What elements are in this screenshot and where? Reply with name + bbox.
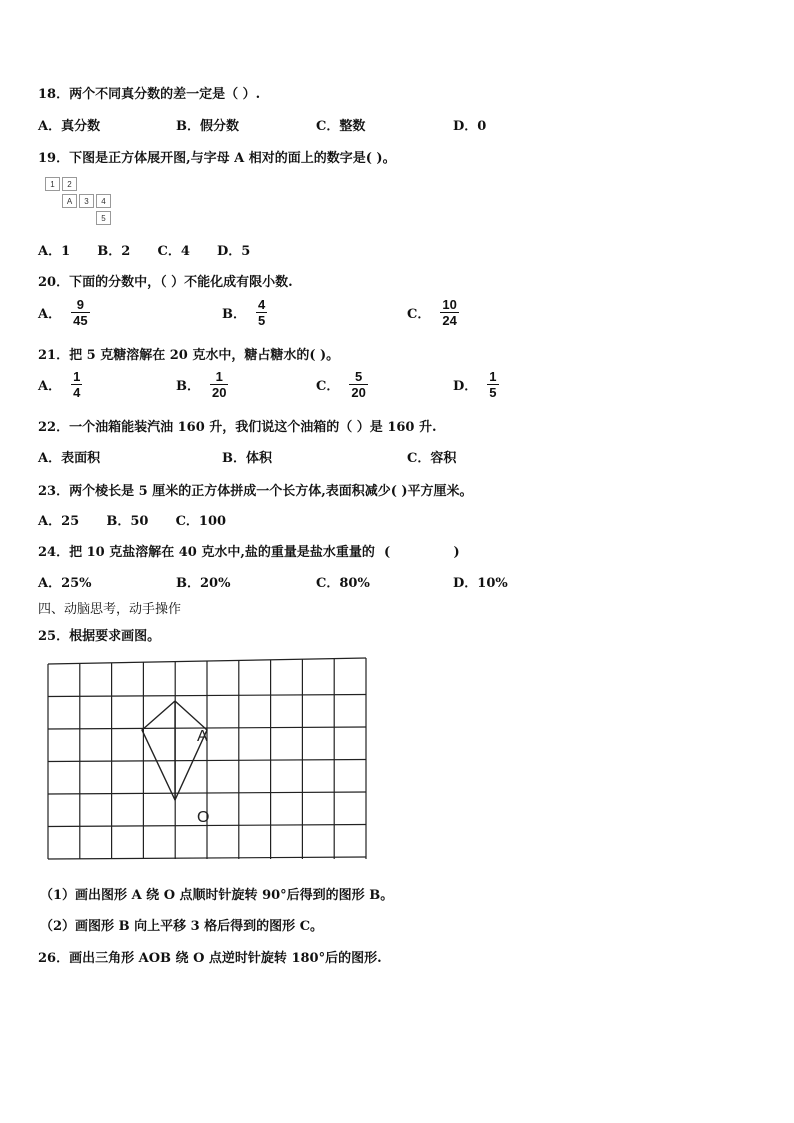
q18-stem: 18．两个不同真分数的差一定是（ ）. — [38, 87, 261, 102]
option-label: B． — [176, 379, 200, 394]
option-label: A． — [38, 379, 62, 394]
q19-stem: 19．下图是正方体展开图,与字母 A 相对的面上的数字是( )。 — [38, 151, 396, 166]
q22-option-c: C．容积 — [407, 451, 457, 466]
net-cell: 2 — [62, 177, 77, 191]
section-heading: 四、动脑思考，动手操作 — [38, 602, 182, 617]
fraction — [210, 369, 228, 400]
q24-option-c: C．80% — [316, 576, 370, 591]
q18-option-c: C．整数 — [316, 119, 366, 134]
q21-option-b — [176, 369, 228, 400]
denominator: 20 — [351, 385, 366, 400]
option-label: D． — [453, 379, 478, 394]
net-cell: 5 — [96, 211, 111, 225]
q21-option-d — [453, 369, 499, 400]
q23-options: A．25 B．50 C．100 — [38, 514, 227, 529]
denominator: 5 — [258, 313, 266, 328]
denominator: 24 — [442, 313, 457, 328]
numerator: 1 — [73, 369, 81, 384]
option-label: B． — [222, 307, 246, 322]
q22-option-a: A．表面积 — [38, 451, 101, 466]
fraction — [256, 297, 267, 328]
q18-option-d: D．0 — [453, 119, 487, 134]
fraction — [71, 297, 89, 328]
denominator: 4 — [73, 385, 81, 400]
fraction — [349, 369, 367, 400]
q21-option-c — [316, 369, 368, 400]
fraction — [487, 369, 498, 400]
q18-option-a: A．真分数 — [38, 119, 101, 134]
option-label: C． — [316, 379, 340, 394]
q22-stem: 22．一个油箱能装汽油 160 升，我们说这个油箱的（ ）是 160 升. — [38, 420, 437, 435]
numerator: 10 — [442, 297, 457, 312]
numerator: 9 — [76, 297, 84, 312]
numerator: 5 — [354, 369, 363, 384]
q20-stem: 20．下面的分数中，（ ）不能化成有限小数. — [38, 275, 293, 290]
net-cell: 1 — [45, 177, 60, 191]
numerator: 4 — [258, 297, 266, 312]
numerator: 1 — [489, 369, 497, 384]
option-label: C． — [407, 307, 431, 322]
net-cell: 3 — [79, 194, 94, 208]
denominator: 20 — [212, 385, 227, 400]
q18-option-b: B．假分数 — [176, 119, 239, 134]
label-a: A — [197, 728, 208, 745]
q23-stem: 23．两个棱长是 5 厘米的正方体拼成一个长方体,表面积减少( )平方厘米。 — [38, 484, 473, 499]
net-cell: A — [62, 194, 77, 208]
numerator: 1 — [215, 369, 223, 384]
q19-options: A．1 B．2 C．4 D．5 — [38, 244, 251, 259]
grid-figure — [40, 650, 376, 864]
q26-stem: 26．画出三角形 AOB 绕 O 点逆时针旋转 180°后的图形. — [38, 951, 382, 966]
q25-sub1: （1）画出图形 A 绕 O 点顺时针旋转 90°后得到的图形 B。 — [40, 888, 394, 903]
q20-option-b — [222, 297, 267, 328]
fraction — [440, 297, 458, 328]
q21-option-a — [38, 369, 82, 400]
denominator: 5 — [489, 385, 497, 400]
q24-option-a: A．25% — [38, 576, 92, 591]
q21-stem: 21．把 5 克糖溶解在 20 克水中，糖占糖水的( )。 — [38, 348, 340, 363]
q24-stem: 24．把 10 克盐溶解在 40 克水中,盐的重量是盐水重量的 ( ) — [38, 545, 460, 560]
label-o: O — [197, 809, 210, 826]
q24-option-b: B．20% — [176, 576, 231, 591]
net-cell: 4 — [96, 194, 111, 208]
q25-sub2: （2）画图形 B 向上平移 3 格后得到的图形 C。 — [40, 919, 324, 934]
q24-option-d: D．10% — [453, 576, 508, 591]
q25-stem: 25．根据要求画图。 — [38, 629, 161, 644]
q20-option-c — [407, 297, 459, 328]
q20-option-a — [38, 297, 90, 328]
option-label: A． — [38, 307, 62, 322]
denominator: 45 — [73, 313, 88, 328]
fraction — [71, 369, 82, 400]
q22-option-b: B．体积 — [222, 451, 272, 466]
